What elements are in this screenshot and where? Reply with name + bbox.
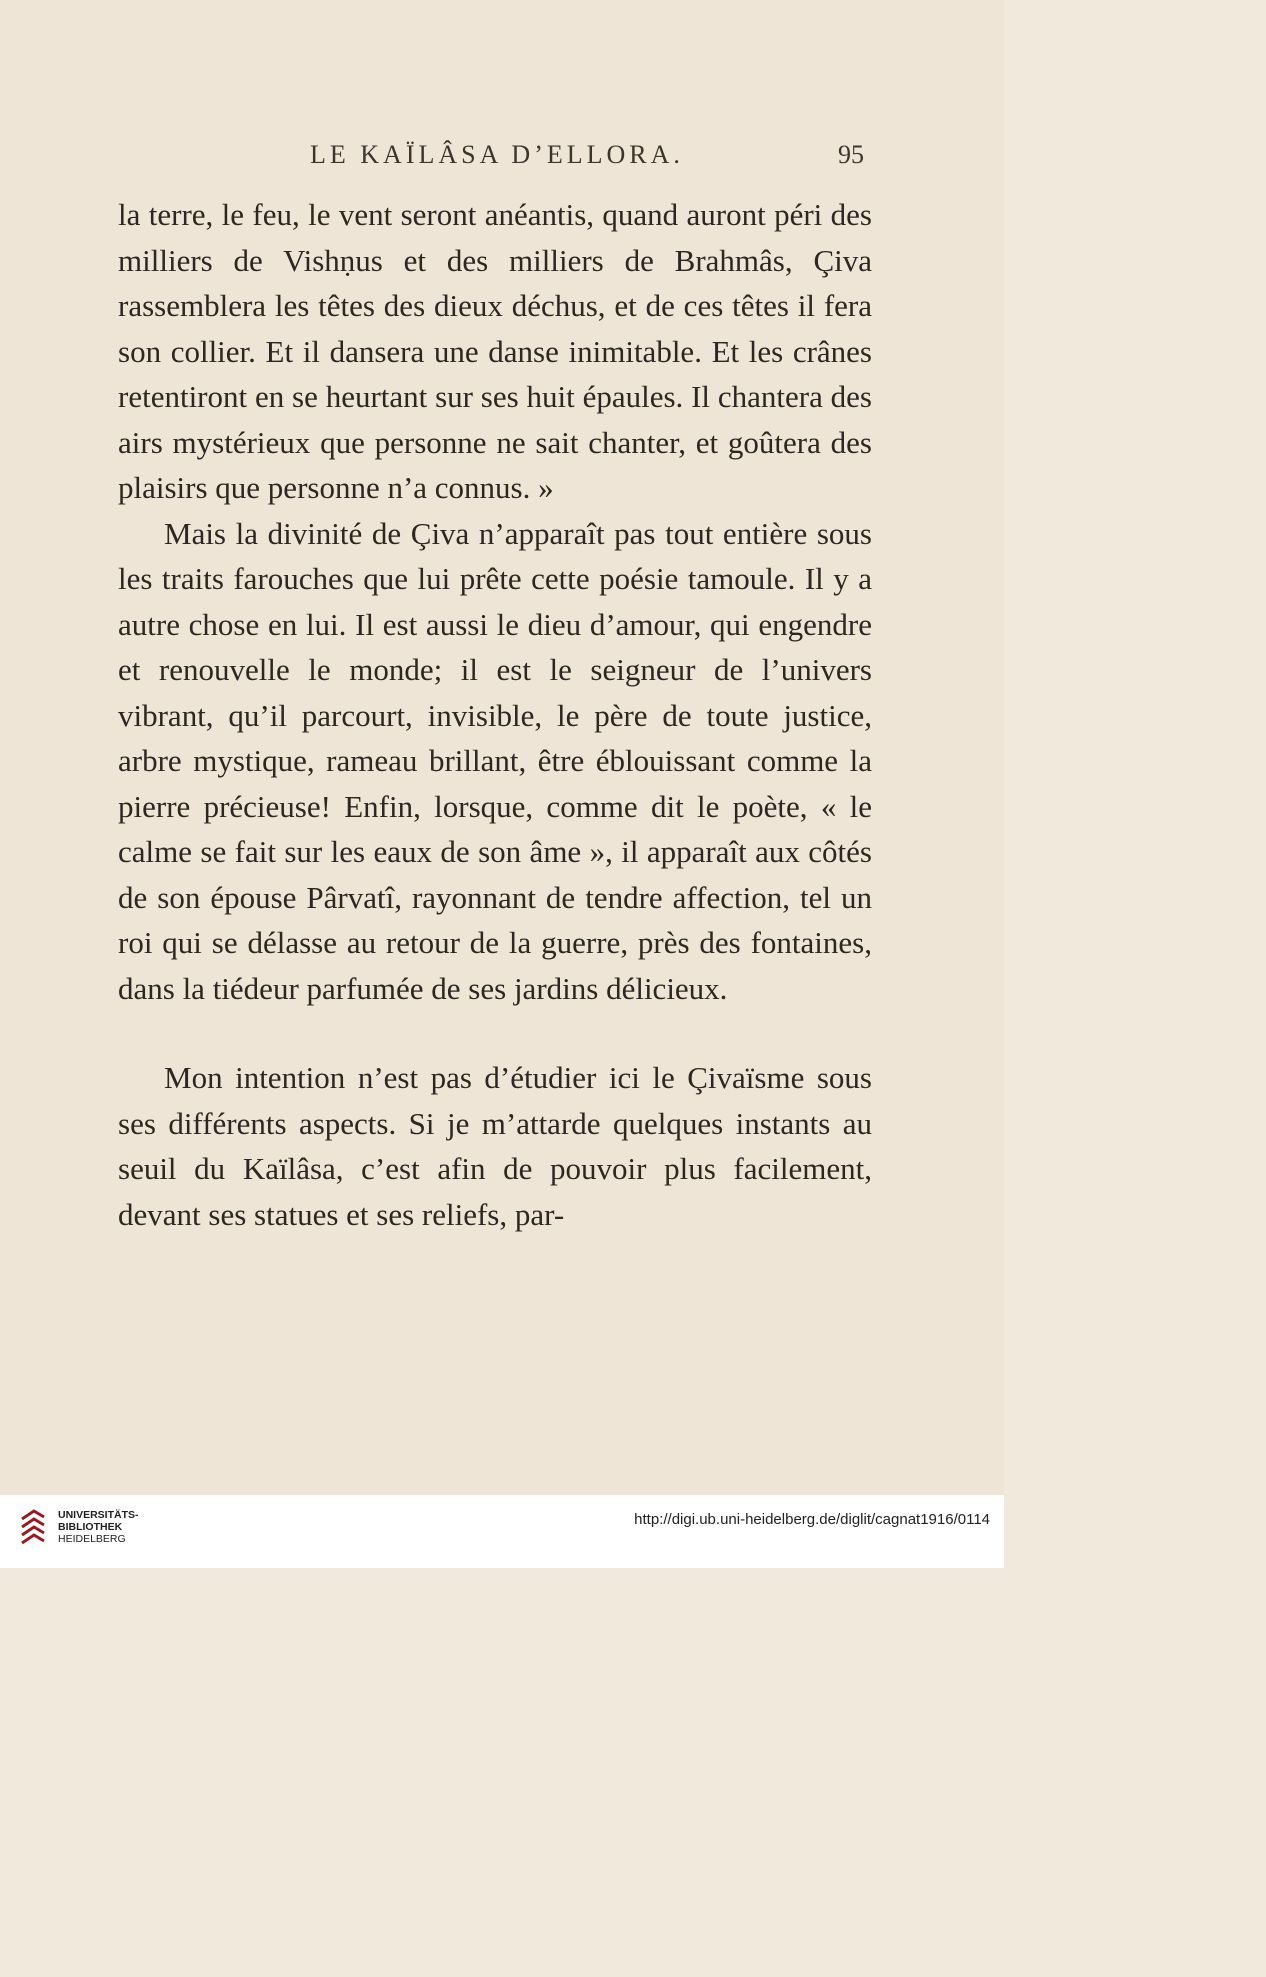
paragraph: la terre, le feu, le vent seront anéantis, quand auront péri des milliers de Vishṇus et des milliers de Brahmâs, Çiva rassemblera les têtes des dieux déchus, et de ces têtes il fera son collier. Et il dansera une danse inimitable. Et les crânes retentiront en se heurtant sur ses huit épaules. Il chantera des airs mystérieux que personne ne sait chanter, et goûtera des plaisirs que personne n’a connus. » [118,197,872,505]
library-logo-icon [18,1505,48,1553]
running-title: LE KAÏLÂSA D’ELLORA. [310,140,684,169]
paragraph: Mon intention n’est pas d’étudier ici le Çivaïsme sous ses différents aspects. Si je m’attarde quelques instants au seuil du Kaïlâsa, c’est afin de pouvoir plus facilement, devant ses statues et ses reliefs, par- [118,1060,872,1232]
paragraph: Mais la divinité de Çiva n’apparaît pas tout entière sous les traits farouches que lui prête cette poésie tamoule. Il y a autre chose en lui. Il est aussi le dieu d’amour, qui engendre et renouvelle le monde; il est le seigneur de l’univers vibrant, qu’il parcourt, invisible, le père de toute justice, arbre mystique, rameau brillant, être éblouissant comme la pierre précieuse! Enfin, lorsque, comme dit le poète, « le calme se fait sur les eaux de son âme », il apparaît aux côtés de son épouse Pârvatî, rayonnant de tendre affection, tel un roi qui se délasse au retour de la guerre, près des fontaines, dans la tiédeur parfumée de ses jardins délicieux. [118,515,872,1006]
source-url[interactable]: http://digi.ub.uni-heidelberg.de/diglit/cagnat1916/0114 [634,1511,990,1528]
footer-bar [0,1495,1004,1568]
library-name [58,1509,139,1545]
body-text [118,192,872,1237]
page-number: 95 [838,140,864,169]
library-line: UNIVERSITÄTS- [58,1509,139,1521]
library-line: HEIDELBERG [58,1533,126,1545]
library-line: BIBLIOTHEK [58,1521,123,1533]
